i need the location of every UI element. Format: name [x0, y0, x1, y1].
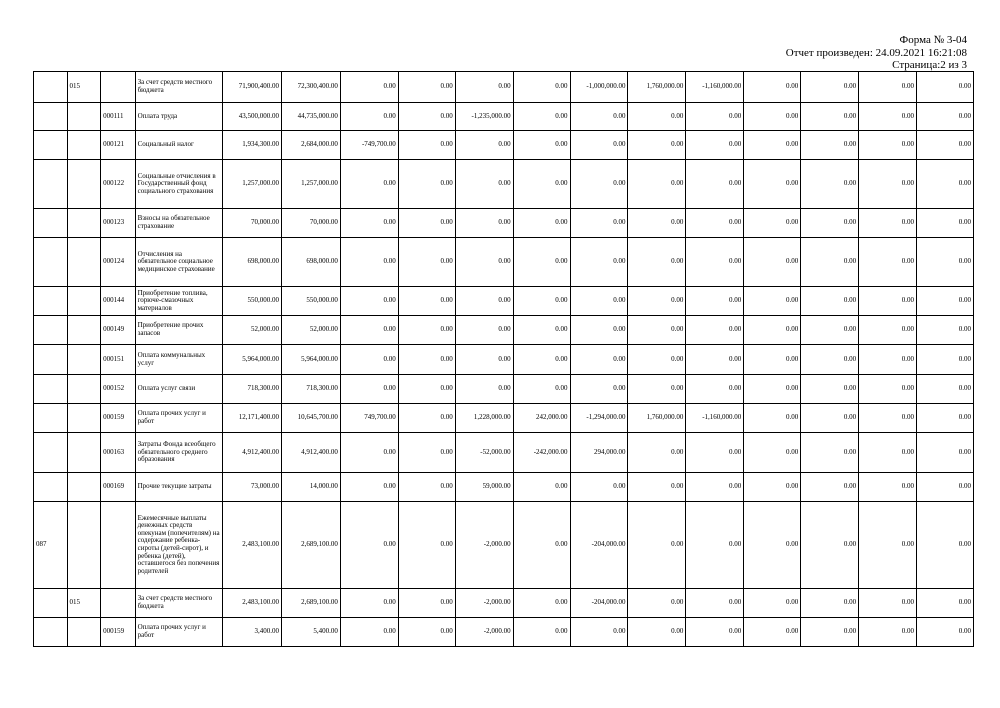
- specifics-code-cell: 000149: [101, 316, 136, 345]
- amount-cell: 0.00: [455, 131, 513, 160]
- amount-cell: 0.00: [455, 316, 513, 345]
- amount-cell: 0.00: [686, 103, 744, 131]
- amount-cell: 550,000.00: [223, 287, 282, 316]
- table-row: [34, 589, 974, 618]
- item-name-cell: Социальные отчисления в Государственный фонд социального страхования: [135, 160, 222, 209]
- amount-cell: 0.00: [398, 473, 455, 502]
- amount-cell: 0.00: [455, 287, 513, 316]
- amount-cell: 0.00: [744, 618, 801, 647]
- specifics-code-cell: 000122: [101, 160, 136, 209]
- amount-cell: 0.00: [340, 316, 398, 345]
- amount-cell: -749,700.00: [340, 131, 398, 160]
- amount-cell: 52,000.00: [223, 316, 282, 345]
- amount-cell: 12,171,400.00: [223, 404, 282, 433]
- program-code-cell: [34, 72, 68, 103]
- amount-cell: 5,400.00: [281, 618, 340, 647]
- amount-cell: 0.00: [570, 316, 628, 345]
- table-row: [34, 473, 974, 502]
- amount-cell: 0.00: [513, 473, 570, 502]
- amount-cell: 0.00: [686, 131, 744, 160]
- amount-cell: 14,000.00: [281, 473, 340, 502]
- specifics-code-cell: 000123: [101, 209, 136, 238]
- amount-cell: 0.00: [859, 589, 917, 618]
- amount-cell: 0.00: [340, 209, 398, 238]
- amount-cell: 0.00: [801, 72, 859, 103]
- amount-cell: 0.00: [513, 209, 570, 238]
- specifics-code-cell: [101, 502, 136, 589]
- amount-cell: 0.00: [398, 287, 455, 316]
- amount-cell: 0.00: [570, 209, 628, 238]
- amount-cell: 0.00: [801, 209, 859, 238]
- program-code-cell: [34, 103, 68, 131]
- amount-cell: 718,300.00: [223, 375, 282, 404]
- amount-cell: 0.00: [859, 72, 917, 103]
- amount-cell: 0.00: [917, 433, 974, 473]
- item-name-cell: Затраты Фонда всеобщего обязательного среднего образования: [135, 433, 222, 473]
- amount-cell: 0.00: [801, 131, 859, 160]
- form-number: Форма № 3-04: [899, 34, 967, 46]
- amount-cell: 0.00: [628, 131, 686, 160]
- amount-cell: 0.00: [801, 433, 859, 473]
- amount-cell: 0.00: [628, 209, 686, 238]
- amount-cell: 0.00: [398, 72, 455, 103]
- amount-cell: 0.00: [398, 345, 455, 375]
- table-row: [34, 433, 974, 473]
- source-code-cell: [67, 404, 101, 433]
- amount-cell: 0.00: [340, 375, 398, 404]
- amount-cell: 10,645,700.00: [281, 404, 340, 433]
- amount-cell: 0.00: [398, 238, 455, 287]
- amount-cell: 0.00: [340, 160, 398, 209]
- amount-cell: 0.00: [398, 618, 455, 647]
- amount-cell: 0.00: [859, 131, 917, 160]
- table-row: [34, 72, 974, 103]
- amount-cell: 0.00: [801, 375, 859, 404]
- table-row: [34, 209, 974, 238]
- amount-cell: 0.00: [917, 345, 974, 375]
- amount-cell: 0.00: [513, 375, 570, 404]
- amount-cell: 0.00: [686, 160, 744, 209]
- specifics-code-cell: 000159: [101, 404, 136, 433]
- amount-cell: 698,000.00: [223, 238, 282, 287]
- amount-cell: 5,964,000.00: [223, 345, 282, 375]
- amount-cell: 0.00: [744, 160, 801, 209]
- amount-cell: 0.00: [744, 345, 801, 375]
- program-code-cell: [34, 589, 68, 618]
- amount-cell: 70,000.00: [281, 209, 340, 238]
- amount-cell: 1,760,000.00: [628, 72, 686, 103]
- program-code-cell: [34, 131, 68, 160]
- amount-cell: 72,300,400.00: [281, 72, 340, 103]
- amount-cell: 1,257,000.00: [281, 160, 340, 209]
- item-name-cell: Социальный налог: [135, 131, 222, 160]
- item-name-cell: Ежемесячные выплаты денежных средств опекунам (попечителям) на содержание ребенка-сироты (детей-сирот), и ребенка (детей), оставшегося без попечения родителей: [135, 502, 222, 589]
- amount-cell: 0.00: [570, 131, 628, 160]
- program-code-cell: [34, 618, 68, 647]
- amount-cell: -2,000.00: [455, 618, 513, 647]
- amount-cell: 0.00: [455, 160, 513, 209]
- amount-cell: 0.00: [398, 375, 455, 404]
- amount-cell: 0.00: [859, 433, 917, 473]
- source-code-cell: [67, 473, 101, 502]
- table-row: [34, 160, 974, 209]
- amount-cell: 0.00: [513, 72, 570, 103]
- amount-cell: -1,294,000.00: [570, 404, 628, 433]
- amount-cell: 2,689,100.00: [281, 589, 340, 618]
- amount-cell: 0.00: [917, 131, 974, 160]
- amount-cell: 0.00: [917, 72, 974, 103]
- item-name-cell: Прочие текущие затраты: [135, 473, 222, 502]
- amount-cell: 0.00: [513, 316, 570, 345]
- item-name-cell: За счет средств местного бюджета: [135, 72, 222, 103]
- amount-cell: 43,500,000.00: [223, 103, 282, 131]
- amount-cell: 0.00: [744, 103, 801, 131]
- table-row: [34, 375, 974, 404]
- amount-cell: 0.00: [859, 404, 917, 433]
- amount-cell: 0.00: [801, 103, 859, 131]
- amount-cell: 0.00: [917, 238, 974, 287]
- table-row: [34, 287, 974, 316]
- amount-cell: -2,000.00: [455, 502, 513, 589]
- specifics-code-cell: [101, 589, 136, 618]
- table-row: [34, 618, 974, 647]
- report-timestamp: Отчет произведен: 24.09.2021 16:21:08: [785, 46, 967, 59]
- table-row: [34, 345, 974, 375]
- amount-cell: 0.00: [917, 209, 974, 238]
- amount-cell: 0.00: [398, 131, 455, 160]
- amount-cell: 71,900,400.00: [223, 72, 282, 103]
- amount-cell: 0.00: [917, 502, 974, 589]
- source-code-cell: [67, 316, 101, 345]
- amount-cell: 4,912,400.00: [223, 433, 282, 473]
- amount-cell: 0.00: [744, 238, 801, 287]
- specifics-code-cell: 000152: [101, 375, 136, 404]
- program-code-cell: [34, 287, 68, 316]
- amount-cell: 0.00: [686, 618, 744, 647]
- amount-cell: 0.00: [744, 433, 801, 473]
- item-name-cell: Приобретение топлива, горюче-смазочных материалов: [135, 287, 222, 316]
- amount-cell: 0.00: [513, 287, 570, 316]
- amount-cell: -204,000.00: [570, 502, 628, 589]
- amount-cell: 0.00: [628, 287, 686, 316]
- amount-cell: -52,000.00: [455, 433, 513, 473]
- amount-cell: 0.00: [628, 618, 686, 647]
- source-code-cell: [67, 160, 101, 209]
- amount-cell: 0.00: [801, 589, 859, 618]
- amount-cell: 0.00: [686, 502, 744, 589]
- amount-cell: 0.00: [917, 589, 974, 618]
- amount-cell: 0.00: [686, 209, 744, 238]
- amount-cell: 0.00: [859, 103, 917, 131]
- program-code-cell: [34, 345, 68, 375]
- specifics-code-cell: 000111: [101, 103, 136, 131]
- amount-cell: 0.00: [686, 375, 744, 404]
- specifics-code-cell: 000169: [101, 473, 136, 502]
- amount-cell: 0.00: [744, 72, 801, 103]
- amount-cell: -242,000.00: [513, 433, 570, 473]
- source-code-cell: [67, 345, 101, 375]
- amount-cell: 0.00: [744, 502, 801, 589]
- amount-cell: 0.00: [570, 103, 628, 131]
- amount-cell: -2,000.00: [455, 589, 513, 618]
- amount-cell: 0.00: [398, 103, 455, 131]
- amount-cell: 0.00: [398, 316, 455, 345]
- amount-cell: 0.00: [628, 238, 686, 287]
- specifics-code-cell: [101, 72, 136, 103]
- amount-cell: 0.00: [686, 316, 744, 345]
- amount-cell: 0.00: [340, 502, 398, 589]
- amount-cell: 1,760,000.00: [628, 404, 686, 433]
- amount-cell: 0.00: [744, 375, 801, 404]
- amount-cell: 0.00: [801, 316, 859, 345]
- amount-cell: 0.00: [398, 404, 455, 433]
- specifics-code-cell: 000159: [101, 618, 136, 647]
- amount-cell: 0.00: [859, 209, 917, 238]
- program-code-cell: 087: [34, 502, 68, 589]
- program-code-cell: [34, 316, 68, 345]
- amount-cell: 1,228,000.00: [455, 404, 513, 433]
- amount-cell: 0.00: [628, 433, 686, 473]
- amount-cell: 0.00: [513, 502, 570, 589]
- item-name-cell: Оплата труда: [135, 103, 222, 131]
- table-row: [34, 316, 974, 345]
- amount-cell: 0.00: [570, 375, 628, 404]
- amount-cell: 0.00: [398, 502, 455, 589]
- amount-cell: 0.00: [340, 238, 398, 287]
- amount-cell: 1,934,300.00: [223, 131, 282, 160]
- amount-cell: 0.00: [513, 345, 570, 375]
- amount-cell: 0.00: [628, 345, 686, 375]
- amount-cell: 0.00: [570, 345, 628, 375]
- amount-cell: 0.00: [801, 287, 859, 316]
- amount-cell: -204,000.00: [570, 589, 628, 618]
- amount-cell: 0.00: [801, 473, 859, 502]
- amount-cell: 0.00: [628, 160, 686, 209]
- amount-cell: 0.00: [340, 589, 398, 618]
- amount-cell: 2,483,100.00: [223, 502, 282, 589]
- source-code-cell: [67, 103, 101, 131]
- amount-cell: 0.00: [801, 345, 859, 375]
- amount-cell: 73,000.00: [223, 473, 282, 502]
- budget-report-table: [33, 71, 974, 647]
- amount-cell: 0.00: [686, 238, 744, 287]
- amount-cell: 0.00: [340, 345, 398, 375]
- amount-cell: 0.00: [570, 160, 628, 209]
- amount-cell: 2,483,100.00: [223, 589, 282, 618]
- amount-cell: 0.00: [513, 589, 570, 618]
- specifics-code-cell: 000124: [101, 238, 136, 287]
- amount-cell: 0.00: [917, 404, 974, 433]
- amount-cell: 0.00: [744, 316, 801, 345]
- amount-cell: 0.00: [570, 618, 628, 647]
- amount-cell: 0.00: [513, 103, 570, 131]
- amount-cell: 550,000.00: [281, 287, 340, 316]
- program-code-cell: [34, 473, 68, 502]
- page-number: Страница:2 из 3: [892, 59, 967, 71]
- amount-cell: 0.00: [801, 238, 859, 287]
- amount-cell: 59,000.00: [455, 473, 513, 502]
- amount-cell: 0.00: [917, 473, 974, 502]
- amount-cell: 0.00: [686, 589, 744, 618]
- source-code-cell: 015: [67, 589, 101, 618]
- amount-cell: 0.00: [917, 103, 974, 131]
- amount-cell: 2,689,100.00: [281, 502, 340, 589]
- amount-cell: 0.00: [744, 473, 801, 502]
- amount-cell: 0.00: [628, 589, 686, 618]
- amount-cell: 0.00: [859, 238, 917, 287]
- amount-cell: 0.00: [801, 502, 859, 589]
- amount-cell: 242,000.00: [513, 404, 570, 433]
- amount-cell: 0.00: [744, 209, 801, 238]
- source-code-cell: 015: [67, 72, 101, 103]
- amount-cell: 0.00: [398, 160, 455, 209]
- source-code-cell: [67, 433, 101, 473]
- amount-cell: 0.00: [801, 404, 859, 433]
- amount-cell: 0.00: [340, 618, 398, 647]
- specifics-code-cell: 000151: [101, 345, 136, 375]
- amount-cell: 0.00: [398, 209, 455, 238]
- amount-cell: 0.00: [744, 131, 801, 160]
- amount-cell: 749,700.00: [340, 404, 398, 433]
- amount-cell: 0.00: [917, 618, 974, 647]
- program-code-cell: [34, 404, 68, 433]
- amount-cell: 0.00: [628, 316, 686, 345]
- program-code-cell: [34, 238, 68, 287]
- amount-cell: 0.00: [859, 160, 917, 209]
- amount-cell: 0.00: [801, 618, 859, 647]
- amount-cell: 0.00: [801, 160, 859, 209]
- amount-cell: 0.00: [859, 375, 917, 404]
- amount-cell: 3,400.00: [223, 618, 282, 647]
- amount-cell: 0.00: [340, 473, 398, 502]
- amount-cell: 0.00: [744, 287, 801, 316]
- amount-cell: 0.00: [686, 345, 744, 375]
- amount-cell: 0.00: [917, 316, 974, 345]
- program-code-cell: [34, 160, 68, 209]
- amount-cell: 0.00: [340, 103, 398, 131]
- item-name-cell: Приобретение прочих запасов: [135, 316, 222, 345]
- amount-cell: 0.00: [513, 238, 570, 287]
- amount-cell: 0.00: [744, 589, 801, 618]
- amount-cell: 294,000.00: [570, 433, 628, 473]
- item-name-cell: Оплата услуг связи: [135, 375, 222, 404]
- table-row: [34, 502, 974, 589]
- amount-cell: 0.00: [455, 375, 513, 404]
- amount-cell: 0.00: [917, 375, 974, 404]
- amount-cell: 0.00: [686, 287, 744, 316]
- item-name-cell: Оплата прочих услуг и работ: [135, 404, 222, 433]
- amount-cell: 0.00: [859, 316, 917, 345]
- source-code-cell: [67, 238, 101, 287]
- amount-cell: 0.00: [570, 473, 628, 502]
- program-code-cell: [34, 433, 68, 473]
- amount-cell: 0.00: [340, 72, 398, 103]
- source-code-cell: [67, 131, 101, 160]
- source-code-cell: [67, 209, 101, 238]
- amount-cell: -1,160,000.00: [686, 72, 744, 103]
- amount-cell: 718,300.00: [281, 375, 340, 404]
- amount-cell: 0.00: [859, 287, 917, 316]
- amount-cell: 0.00: [513, 131, 570, 160]
- amount-cell: 52,000.00: [281, 316, 340, 345]
- amount-cell: 0.00: [917, 287, 974, 316]
- amount-cell: 0.00: [455, 209, 513, 238]
- specifics-code-cell: 000121: [101, 131, 136, 160]
- source-code-cell: [67, 287, 101, 316]
- amount-cell: 0.00: [340, 433, 398, 473]
- source-code-cell: [67, 618, 101, 647]
- amount-cell: 698,000.00: [281, 238, 340, 287]
- item-name-cell: Оплата прочих услуг и работ: [135, 618, 222, 647]
- amount-cell: 0.00: [628, 502, 686, 589]
- amount-cell: 0.00: [398, 433, 455, 473]
- amount-cell: 0.00: [570, 238, 628, 287]
- amount-cell: 0.00: [628, 473, 686, 502]
- amount-cell: 0.00: [513, 160, 570, 209]
- specifics-code-cell: 000144: [101, 287, 136, 316]
- item-name-cell: Взносы на обязательное страхование: [135, 209, 222, 238]
- item-name-cell: За счет средств местного бюджета: [135, 589, 222, 618]
- table-row: [34, 404, 974, 433]
- amount-cell: 70,000.00: [223, 209, 282, 238]
- item-name-cell: Оплата коммунальных услуг: [135, 345, 222, 375]
- amount-cell: 0.00: [744, 404, 801, 433]
- amount-cell: 44,735,000.00: [281, 103, 340, 131]
- amount-cell: 4,912,400.00: [281, 433, 340, 473]
- table-row: [34, 238, 974, 287]
- amount-cell: 0.00: [859, 618, 917, 647]
- amount-cell: -1,235,000.00: [455, 103, 513, 131]
- item-name-cell: Отчисления на обязательное социальное медицинское страхование: [135, 238, 222, 287]
- source-code-cell: [67, 375, 101, 404]
- source-code-cell: [67, 502, 101, 589]
- amount-cell: 5,964,000.00: [281, 345, 340, 375]
- amount-cell: 0.00: [570, 287, 628, 316]
- program-code-cell: [34, 375, 68, 404]
- amount-cell: 0.00: [686, 473, 744, 502]
- amount-cell: 0.00: [340, 287, 398, 316]
- amount-cell: 0.00: [859, 502, 917, 589]
- amount-cell: -1,000,000.00: [570, 72, 628, 103]
- table-row: [34, 131, 974, 160]
- amount-cell: 0.00: [859, 345, 917, 375]
- amount-cell: 0.00: [455, 345, 513, 375]
- amount-cell: 0.00: [455, 238, 513, 287]
- amount-cell: 0.00: [628, 103, 686, 131]
- specifics-code-cell: 000163: [101, 433, 136, 473]
- amount-cell: 0.00: [513, 618, 570, 647]
- amount-cell: 0.00: [398, 589, 455, 618]
- amount-cell: -1,160,000.00: [686, 404, 744, 433]
- program-code-cell: [34, 209, 68, 238]
- amount-cell: 1,257,000.00: [223, 160, 282, 209]
- amount-cell: 2,684,000.00: [281, 131, 340, 160]
- amount-cell: 0.00: [917, 160, 974, 209]
- amount-cell: 0.00: [628, 375, 686, 404]
- amount-cell: 0.00: [859, 473, 917, 502]
- table-row: [34, 103, 974, 131]
- report-header: [786, 34, 967, 72]
- amount-cell: 0.00: [455, 72, 513, 103]
- amount-cell: 0.00: [686, 433, 744, 473]
